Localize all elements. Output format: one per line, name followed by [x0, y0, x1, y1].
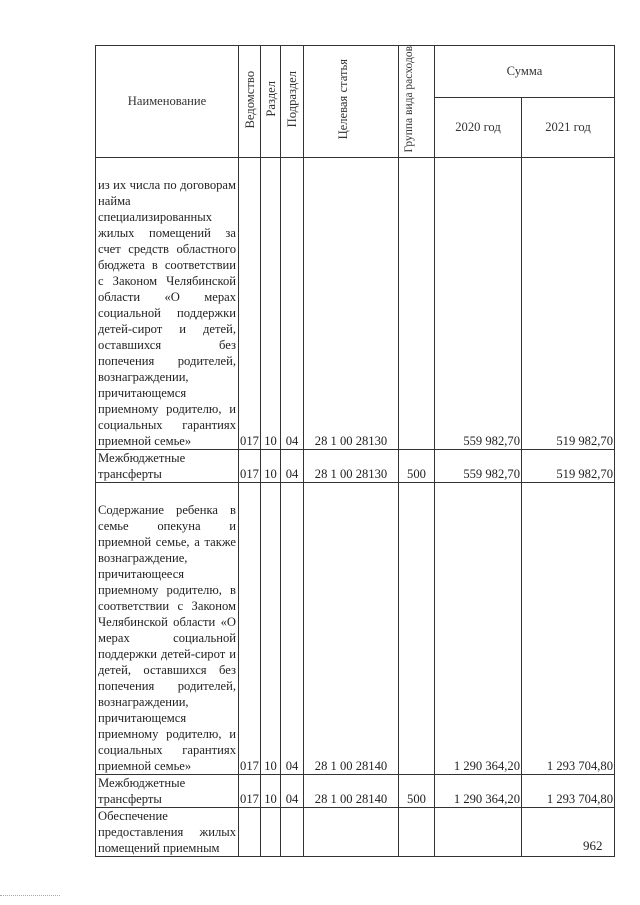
row-sum-2021: 1 293 704,80 [522, 774, 615, 807]
row-section: 10 [261, 157, 281, 449]
row-section [261, 807, 281, 856]
budget-table [95, 45, 615, 857]
row-section: 10 [261, 774, 281, 807]
table-row [96, 157, 615, 449]
row-subsection: 04 [281, 157, 304, 449]
table-row [96, 482, 615, 774]
row-group [399, 482, 435, 774]
row-sum-2020: 1 290 364,20 [435, 774, 522, 807]
row-sum-2020: 559 982,70 [435, 157, 522, 449]
row-sum-2021: 519 982,70 [522, 157, 615, 449]
row-subsection: 04 [281, 449, 304, 482]
row-sum-2020: 1 290 364,20 [435, 482, 522, 774]
row-sum-2021: 1 293 704,80 [522, 482, 615, 774]
row-sum-2021: 519 982,70 [522, 449, 615, 482]
row-group [399, 157, 435, 449]
header-name: Наименование [96, 46, 239, 158]
scan-artifact [0, 895, 60, 899]
row-section: 10 [261, 449, 281, 482]
row-group [399, 807, 435, 856]
row-group: 500 [399, 774, 435, 807]
header-department: Ведомство [239, 46, 261, 158]
header-subsection: Подраздел [281, 46, 304, 158]
row-sum-2020: 559 982,70 [435, 449, 522, 482]
row-name: Обеспечение предоставления жилых помещений приемным [96, 807, 239, 856]
row-sum-2020 [435, 807, 522, 856]
row-name: из их числа по договорам найма специализированных жилых помещений за счет средств областного бюджета в соответствии с Законом Челябинской области «О мерах социальной поддержки детей-сирот и детей, оставшихся без попечения родителей, вознаграждении, причитающемся приемному родителю, и социальных гарантиях приемной семье» [96, 157, 239, 449]
row-subsection: 04 [281, 774, 304, 807]
header-expense-type-group: Группа вида расходов [399, 46, 435, 158]
row-article: 28 1 00 28130 [304, 157, 399, 449]
row-article: 28 1 00 28140 [304, 482, 399, 774]
header-year-2021: 2021 год [522, 97, 615, 157]
row-article: 28 1 00 28140 [304, 774, 399, 807]
row-section: 10 [261, 482, 281, 774]
table-row [96, 807, 615, 856]
row-article: 28 1 00 28130 [304, 449, 399, 482]
header-target-article: Целевая статья [304, 46, 399, 158]
page-number: 962 [583, 838, 603, 853]
row-dept: 017 [239, 449, 261, 482]
table-row [96, 449, 615, 482]
header-section: Раздел [261, 46, 281, 158]
row-dept: 017 [239, 774, 261, 807]
row-group: 500 [399, 449, 435, 482]
row-dept [239, 807, 261, 856]
row-name: Содержание ребенка в семье опекуна и приемной семье, а также вознаграждение, причитающееся приемному родителю, в соответствии с Законом Челябинской области «О мерах социальной поддержки детей-сирот и детей, оставшихся без попечения родителей, вознаграждении, причитающемся приемному родителю, и социальных гарантиях приемной семье» [96, 482, 239, 774]
table-row [96, 774, 615, 807]
header-sum: Сумма [435, 46, 615, 98]
row-article [304, 807, 399, 856]
row-dept: 017 [239, 157, 261, 449]
row-subsection: 04 [281, 482, 304, 774]
row-name: Межбюджетные трансферты [96, 774, 239, 807]
row-dept: 017 [239, 482, 261, 774]
row-name: Межбюджетные трансферты [96, 449, 239, 482]
row-subsection [281, 807, 304, 856]
header-year-2020: 2020 год [435, 97, 522, 157]
